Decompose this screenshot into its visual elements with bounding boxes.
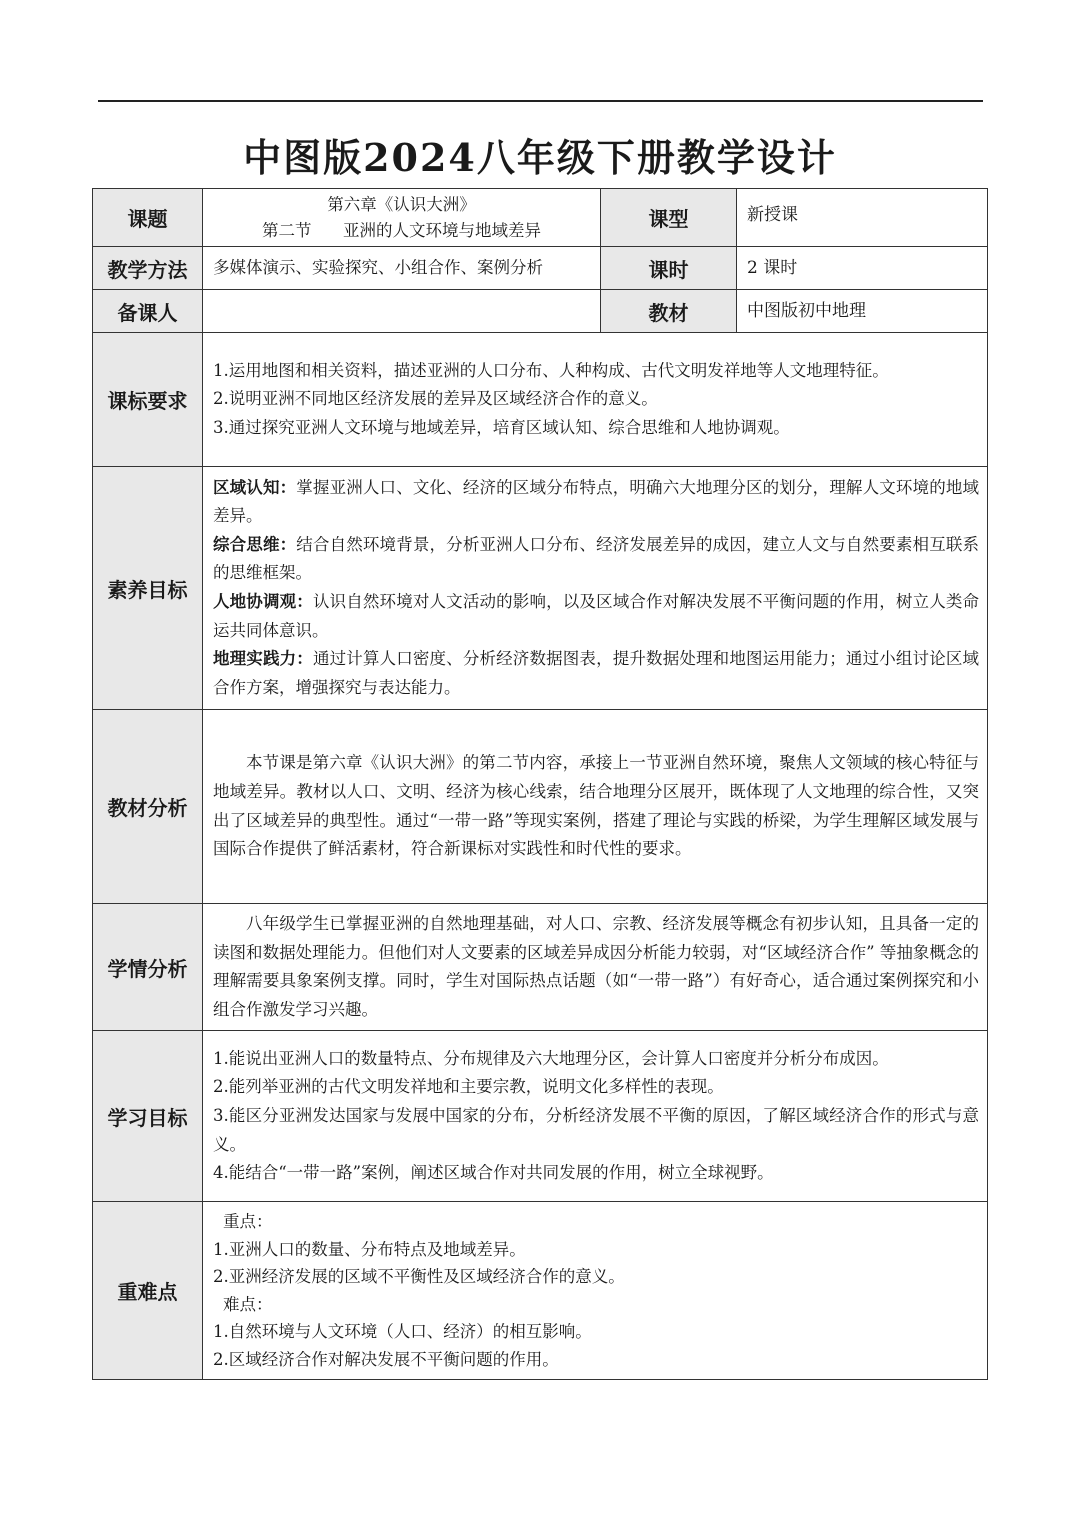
- type-value: 新授课: [737, 189, 988, 247]
- preparer-value: [203, 290, 601, 333]
- row-textbook-analysis: [93, 710, 988, 904]
- focus-title: 重点：: [223, 1212, 273, 1232]
- row-student-analysis: [93, 904, 988, 1031]
- row-preparer: [93, 290, 988, 333]
- method-label: 教学方法: [93, 247, 203, 290]
- topic-label: 课题: [93, 189, 203, 247]
- standards-label: 课标要求: [93, 333, 203, 467]
- standards-item: 2.说明亚洲不同地区经济发展的差异及区域经济合作的意义。: [213, 389, 658, 409]
- literacy-text: 认识自然环境对人文活动的影响，以及区域合作对解决发展不平衡问题的作用，树立人类命运共同体意识。: [213, 592, 980, 640]
- textbook-value: 中图版初中地理: [737, 290, 988, 333]
- topic-section: 第二节 亚洲的人文环境与地域差异: [262, 220, 541, 240]
- row-standards: [93, 333, 988, 467]
- row-literacy: [93, 467, 988, 710]
- topic-value: [203, 189, 601, 247]
- lesson-plan-table: [92, 188, 988, 1380]
- literacy-text: 结合自然环境背景，分析亚洲人口分布、经济发展差异的成因，建立人文与自然要素相互联系的思维框架。: [213, 534, 980, 583]
- literacy-item: [213, 531, 979, 588]
- textbook-analysis-label: 教材分析: [93, 710, 203, 904]
- standards-item: 1.运用地图和相关资料，描述亚洲的人口分布、人种构成、古代文明发祥地等人文地理特征。: [213, 360, 889, 380]
- topic-chapter: 第六章《认识大洲》: [327, 194, 476, 214]
- goal-item: 4.能结合“一带一路”案例，阐述区域合作对共同发展的作用，树立全球视野。: [213, 1163, 774, 1183]
- focus-item: 1.亚洲人口的数量、分布特点及地域差异。: [213, 1239, 526, 1259]
- standards-content: [203, 333, 988, 467]
- row-learning-goals: [93, 1031, 988, 1202]
- document-title: 中图版2024八年级下册教学设计: [243, 135, 837, 180]
- literacy-key: 人地协调观：: [213, 592, 313, 611]
- literacy-text: 通过计算人口密度、分析经济数据图表，提升数据处理和地图运用能力；通过小组讨论区域合作方案，增强探究与表达能力。: [213, 649, 980, 697]
- literacy-key: 地理实践力：: [213, 649, 313, 669]
- literacy-label: 素养目标: [93, 467, 203, 710]
- row-key-points: [93, 1202, 988, 1380]
- literacy-item: [213, 645, 979, 702]
- difficulty-item: 2.区域经济合作对解决发展不平衡问题的作用。: [213, 1349, 559, 1369]
- row-topic: [93, 189, 988, 247]
- learning-goals-label: 学习目标: [93, 1031, 203, 1202]
- goal-item: 1.能说出亚洲人口的数量特点、分布规律及六大地理分区，会计算人口密度并分析分布成因。: [213, 1048, 889, 1068]
- student-analysis-text: 八年级学生已掌握亚洲的自然地理基础，对人口、宗教、经济发展等概念有初步认知，且具备一定的读图和数据处理能力。但他们对人文要素的区域差异成因分析能力较弱，对“区域经济合作” 等抽象概念的理解需要具象案例支撑。同时，学生对国际热点话题（如“一带一路”）有好奇心，适合通过案例探究和小组合作激发学习兴趣。: [203, 904, 988, 1031]
- method-value: 多媒体演示、实验探究、小组合作、案例分析: [203, 247, 601, 290]
- preparer-label: 备课人: [93, 290, 203, 333]
- literacy-key: 区域认知：: [213, 477, 297, 497]
- hours-value: 2 课时: [737, 247, 988, 290]
- literacy-content: [203, 467, 988, 710]
- goal-item: 3.能区分亚洲发达国家与发展中国家的分布，分析经济发展不平衡的原因，了解区域经济合作的形式与意义。: [213, 1106, 979, 1154]
- goal-item: 2.能列举亚洲的古代文明发祥地和主要宗教，说明文化多样性的表现。: [213, 1077, 724, 1097]
- difficulty-title: 难点：: [223, 1294, 273, 1314]
- literacy-key: 综合思维：: [213, 534, 297, 554]
- student-analysis-label: 学情分析: [93, 904, 203, 1031]
- type-label: 课型: [601, 189, 737, 247]
- literacy-item: [213, 588, 979, 645]
- header-rule: [98, 100, 983, 102]
- literacy-item: [213, 474, 979, 531]
- standards-item: 3.通过探究亚洲人文环境与地域差异，培育区域认知、综合思维和人地协调观。: [213, 417, 790, 437]
- key-points-content: [203, 1202, 988, 1380]
- difficulty-item: 1.自然环境与人文环境（人口、经济）的相互影响。: [213, 1322, 592, 1342]
- key-points-label: 重难点: [93, 1202, 203, 1380]
- textbook-analysis-text: 本节课是第六章《认识大洲》的第二节内容，承接上一节亚洲自然环境，聚焦人文领域的核心特征与地域差异。教材以人口、文明、经济为核心线索，结合地理分区展开，既体现了人文地理的综合性，又突出了区域差异的典型性。通过“一带一路”等现实案例，搭建了理论与实践的桥梁，为学生理解区域发展与国际合作提供了鲜活素材，符合新课标对实践性和时代性的要求。: [203, 710, 988, 904]
- textbook-label: 教材: [601, 290, 737, 333]
- focus-item: 2.亚洲经济发展的区域不平衡性及区域经济合作的意义。: [213, 1267, 625, 1287]
- row-method: [93, 247, 988, 290]
- learning-goals-content: [203, 1031, 988, 1202]
- literacy-text: 掌握亚洲人口、文化、经济的区域分布特点，明确六大地理分区的划分，理解人文环境的地域差异。: [213, 477, 980, 526]
- hours-label: 课时: [601, 247, 737, 290]
